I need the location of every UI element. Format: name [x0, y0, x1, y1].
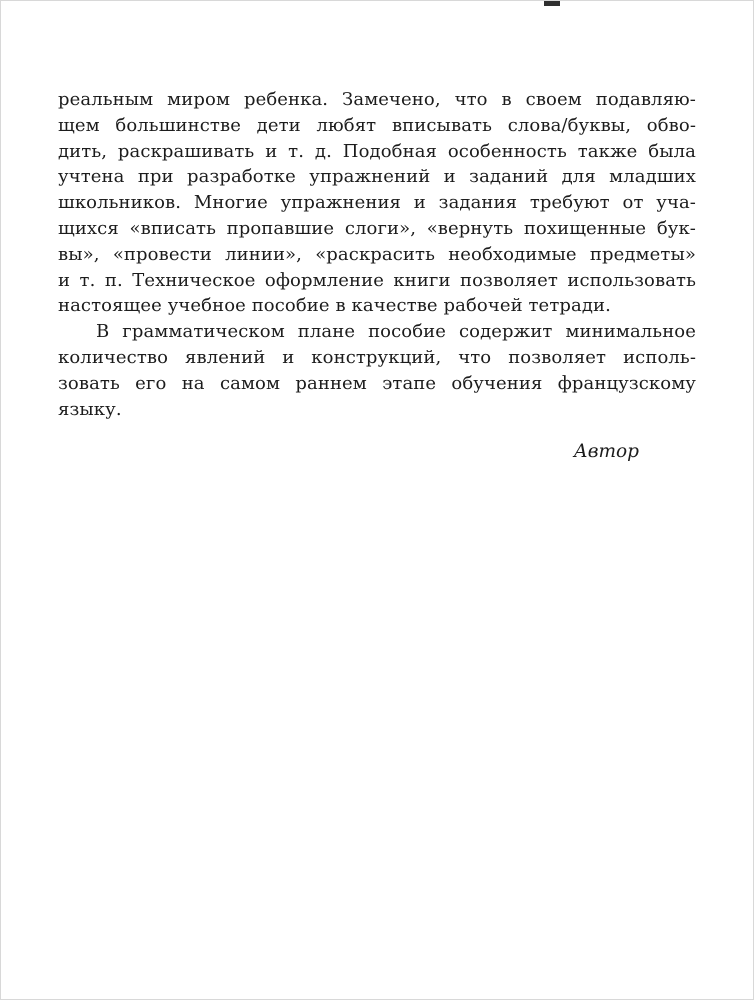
text-line: учтена при разработке упражнений и заданий для младших [58, 166, 696, 188]
text-line: реальным миром ребенка. Замечено, что в своем подавляю- [58, 89, 696, 110]
text-line: настоящее учебное пособие в качестве рабочей тетради. [58, 295, 611, 317]
text-line: школьников. Многие упражнения и задания требуют от уча- [58, 192, 696, 214]
text-line: и т. п. Техническое оформление книги позволяет использовать [58, 269, 696, 291]
page-artifact [544, 1, 560, 6]
text-line: количество явлений и конструкций, что позволяет исполь- [58, 346, 696, 368]
paragraph-1 [58, 87, 696, 319]
text-line: щем большинстве дети любят вписывать слова/буквы, обво- [58, 114, 696, 136]
text-block [58, 87, 696, 422]
text-line: дить, раскрашивать и т. д. Подобная особенность также была [58, 140, 696, 162]
paragraph-2 [58, 319, 696, 422]
text-line: щихся «вписать пропавшие слоги», «вернуть похищенные бук- [58, 217, 696, 239]
text-line: В грамматическом плане пособие содержит минимальное [96, 321, 696, 343]
text-line: языку. [58, 398, 122, 420]
author-signature: Автор [573, 441, 639, 462]
text-line: вы», «провести линии», «раскрасить необходимые предметы» [58, 243, 696, 265]
text-line: зовать его на самом раннем этапе обучения французскому [58, 372, 696, 394]
